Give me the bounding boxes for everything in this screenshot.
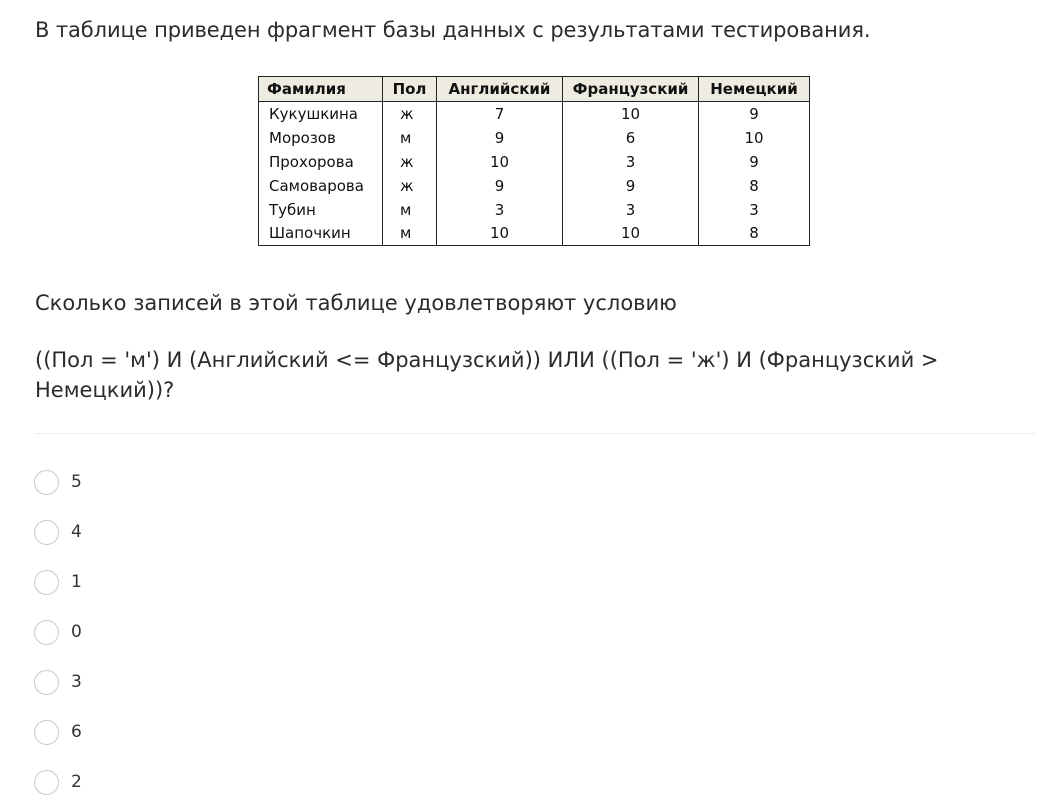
cell-french: 3: [563, 198, 699, 222]
cell-french: 10: [563, 222, 699, 246]
cell-surname: Самоварова: [259, 174, 383, 198]
cell-surname: Тубин: [259, 198, 383, 222]
cell-english: 9: [437, 126, 563, 150]
answer-label: 0: [71, 622, 82, 642]
cell-sex: ж: [383, 150, 437, 174]
cell-sex: м: [383, 198, 437, 222]
cell-english: 10: [437, 222, 563, 246]
cell-sex: ж: [383, 102, 437, 126]
answer-option-2[interactable]: [34, 757, 82, 801]
header-french: Французский: [563, 77, 699, 102]
answer-option-3[interactable]: [34, 657, 82, 707]
header-sex: Пол: [383, 77, 437, 102]
cell-english: 3: [437, 198, 563, 222]
answer-label: 2: [71, 772, 82, 792]
cell-surname: Шапочкин: [259, 222, 383, 246]
cell-german: 8: [699, 222, 810, 246]
answer-label: 1: [71, 572, 82, 592]
cell-german: 10: [699, 126, 810, 150]
cell-german: 8: [699, 174, 810, 198]
radio-button[interactable]: [34, 470, 59, 495]
radio-button[interactable]: [34, 720, 59, 745]
answer-option-6[interactable]: [34, 707, 82, 757]
answer-label: 6: [71, 722, 82, 742]
database-table-container: [258, 76, 810, 246]
table-row: [259, 126, 810, 150]
question-text: Сколько записей в этой таблице удовлетворяют условию: [35, 291, 677, 315]
radio-button[interactable]: [34, 520, 59, 545]
radio-button[interactable]: [34, 620, 59, 645]
cell-german: 9: [699, 102, 810, 126]
cell-english: 9: [437, 174, 563, 198]
answer-option-0[interactable]: [34, 607, 82, 657]
table-row: [259, 102, 810, 126]
cell-surname: Морозов: [259, 126, 383, 150]
cell-french: 9: [563, 174, 699, 198]
table-row: [259, 198, 810, 222]
cell-sex: м: [383, 222, 437, 246]
cell-german: 9: [699, 150, 810, 174]
radio-button[interactable]: [34, 770, 59, 795]
answer-label: 4: [71, 522, 82, 542]
cell-sex: ж: [383, 174, 437, 198]
answer-label: 5: [71, 472, 82, 492]
database-table: [258, 76, 810, 246]
radio-button[interactable]: [34, 570, 59, 595]
header-german: Немецкий: [699, 77, 810, 102]
cell-german: 3: [699, 198, 810, 222]
cell-english: 7: [437, 102, 563, 126]
header-english: Английский: [437, 77, 563, 102]
answer-label: 3: [71, 672, 82, 692]
table-row: [259, 222, 810, 246]
answer-option-1[interactable]: [34, 557, 82, 607]
answer-option-5[interactable]: [34, 457, 82, 507]
question-condition: ((Пол = 'м') И (Английский <= Французский)) ИЛИ ((Пол = 'ж') И (Французский > Немецкий))?: [35, 348, 939, 402]
cell-surname: Кукушкина: [259, 102, 383, 126]
radio-button[interactable]: [34, 670, 59, 695]
answer-options: [34, 457, 82, 801]
cell-sex: м: [383, 126, 437, 150]
header-surname: Фамилия: [259, 77, 383, 102]
table-row: [259, 174, 810, 198]
cell-english: 10: [437, 150, 563, 174]
table-header-row: [259, 77, 810, 102]
intro-text: В таблице приведен фрагмент базы данных с результатами тестирования.: [35, 18, 871, 42]
cell-french: 6: [563, 126, 699, 150]
cell-surname: Прохорова: [259, 150, 383, 174]
answer-option-4[interactable]: [34, 507, 82, 557]
table-row: [259, 150, 810, 174]
cell-french: 10: [563, 102, 699, 126]
divider: [35, 433, 1035, 434]
cell-french: 3: [563, 150, 699, 174]
